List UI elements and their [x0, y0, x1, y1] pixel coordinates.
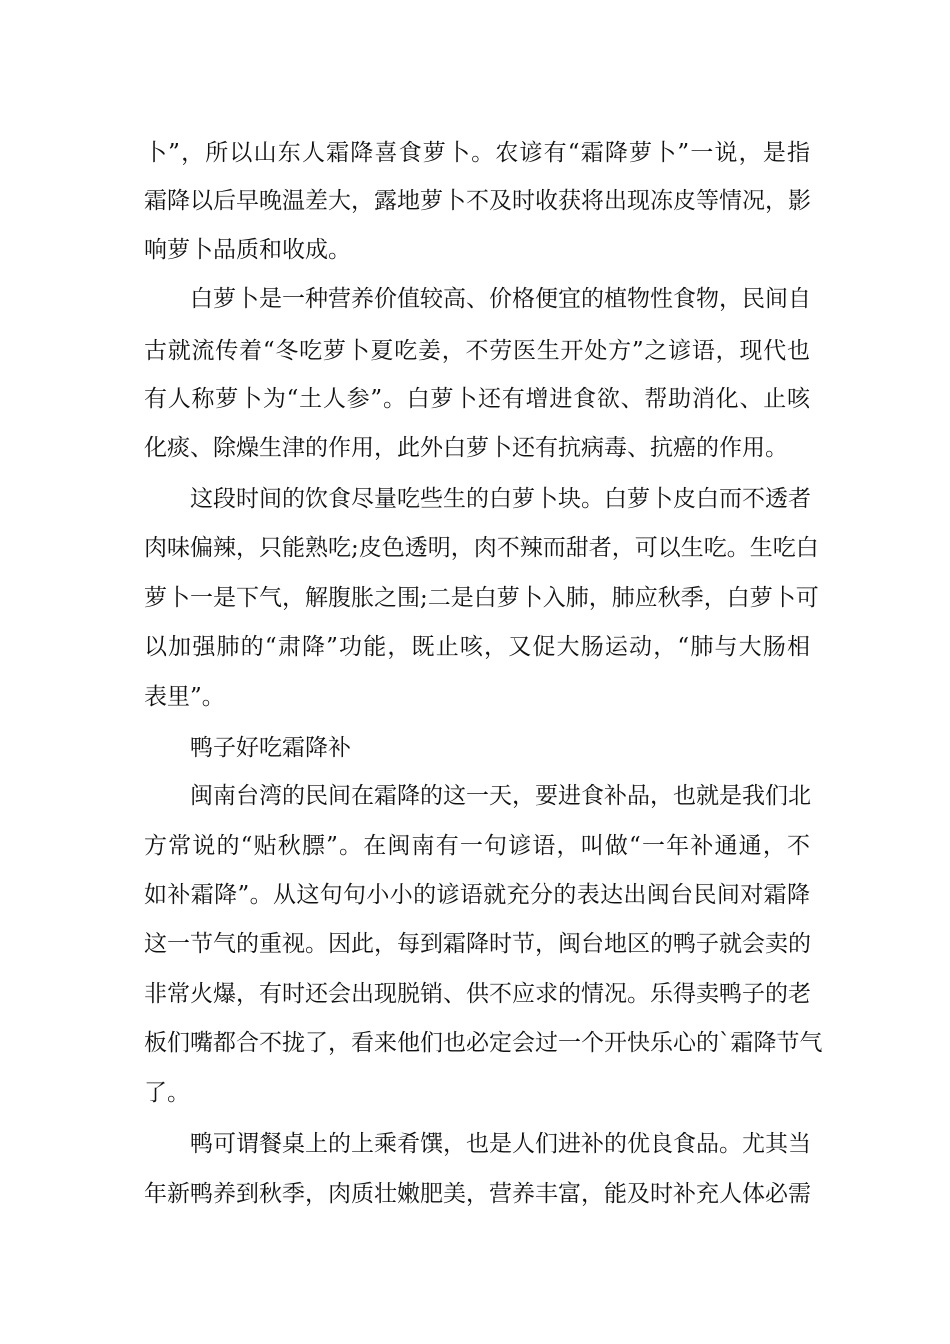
- paragraph-1-line-2: 霜降以后早晚温差大，露地萝卜不及时收获将出现冻皮等情况，影: [144, 188, 811, 214]
- paragraph-5-line-2: 年新鸭养到秋季，肉质壮嫩肥美，营养丰富，能及时补充人体必需: [144, 1181, 811, 1207]
- paragraph-1-line-3: 响萝卜品质和收成。: [144, 237, 351, 263]
- paragraph-4-line-4: 这一节气的重视。因此，每到霜降时节，闽台地区的鸭子就会卖的: [144, 931, 811, 957]
- section-heading: 鸭子好吃霜降补: [190, 735, 351, 761]
- paragraph-4-line-3: 如补霜降”。从这句句小小的谚语就充分的表达出闽台民间对霜降: [144, 882, 810, 908]
- paragraph-2-line-2: 古就流传着“冬吃萝卜夏吃姜，不劳医生开处方”之谚语，现代也: [144, 338, 810, 364]
- paragraph-4-line-1: 闽南台湾的民间在霜降的这一天，要进食补品，也就是我们北: [190, 783, 811, 809]
- paragraph-3-line-3: 萝卜一是下气，解腹胀之围;二是白萝卜入肺，肺应秋季，白萝卜可: [144, 585, 819, 611]
- paragraph-4-line-5: 非常火爆，有时还会出现脱销、供不应求的情况。乐得卖鸭子的老: [144, 981, 811, 1007]
- paragraph-2-line-1: 白萝卜是一种营养价值较高、价格便宜的植物性食物，民间自: [190, 286, 811, 312]
- paragraph-3-line-5: 表里”。: [144, 684, 225, 710]
- paragraph-4-line-6: 板们嘴都合不拢了，看来他们也必定会过一个开快乐心的`霜降节气: [144, 1030, 823, 1056]
- paragraph-1-line-1: 卜”，所以山东人霜降喜食萝卜。农谚有“霜降萝卜”一说，是指: [144, 140, 810, 166]
- paragraph-3-line-1: 这段时间的饮食尽量吃些生的白萝卜块。白萝卜皮白而不透者: [190, 486, 811, 512]
- paragraph-2-line-3: 有人称萝卜为“土人参”。白萝卜还有增进食欲、帮助消化、止咳: [144, 386, 810, 412]
- paragraph-3-line-4: 以加强肺的“肃降”功能，既止咳，又促大肠运动，“肺与大肠相: [144, 634, 810, 660]
- paragraph-3-line-2: 肉味偏辣，只能熟吃;皮色透明，肉不辣而甜者，可以生吃。生吃白: [144, 535, 819, 561]
- paragraph-4-line-7: 了。: [144, 1080, 190, 1106]
- paragraph-2-line-4: 化痰、除燥生津的作用，此外白萝卜还有抗病毒、抗癌的作用。: [144, 435, 788, 461]
- paragraph-5-line-1: 鸭可谓餐桌上的上乘肴馔，也是人们进补的优良食品。尤其当: [190, 1131, 811, 1157]
- paragraph-4-line-2: 方常说的“贴秋膘”。在闽南有一句谚语，叫做“一年补通通，不: [144, 833, 810, 859]
